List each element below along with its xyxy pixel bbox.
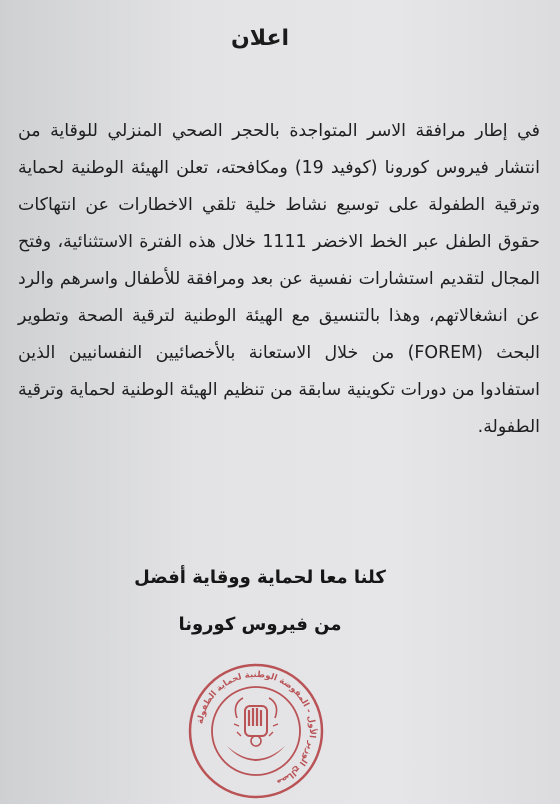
seal-arc-text: مصالح الوزير الأول - المفوضة الوطنية لحماية الطفولة — [195, 669, 318, 788]
algeria-emblem-icon — [227, 698, 285, 761]
slogan-line-2: من فيروس كورونا — [178, 614, 342, 635]
slogan-line-1: كلنا معا لحماية ووقاية أفضل — [134, 567, 386, 588]
document-title: اعلان — [230, 26, 290, 51]
announcement-body: في إطار مرافقة الاسر المتواجدة بالحجر الصحي المنزلي للوقاية من انتشار فيروس كورونا (كوفيد 19) ومكافحته، تعلن الهيئة الوطنية لحماية وترقية الطفولة على توسيع نشاط خلية تلقي الاخطارات عن انتهاكات حقوق الطفل عبر الخط الاخضر 1111 خلال هذه الفترة الاستثنائية، وفتح المجال لتقديم استشارات نفسية عن بعد ومرافقة للأطفال واسرهم والرد عن انشغالاتهم، وهذا بالتنسيق مع الهيئة الوطنية لترقية الصحة وتطوير البحث (FOREM) من خلال الاستعانة بالأخصائيين النفسانيين الذين استفادوا من دورات تكوينية سابقة من تنظيم الهيئة الوطنية لحماية وترقية الطفولة. — [18, 121, 540, 437]
official-seal-stamp — [187, 662, 325, 800]
